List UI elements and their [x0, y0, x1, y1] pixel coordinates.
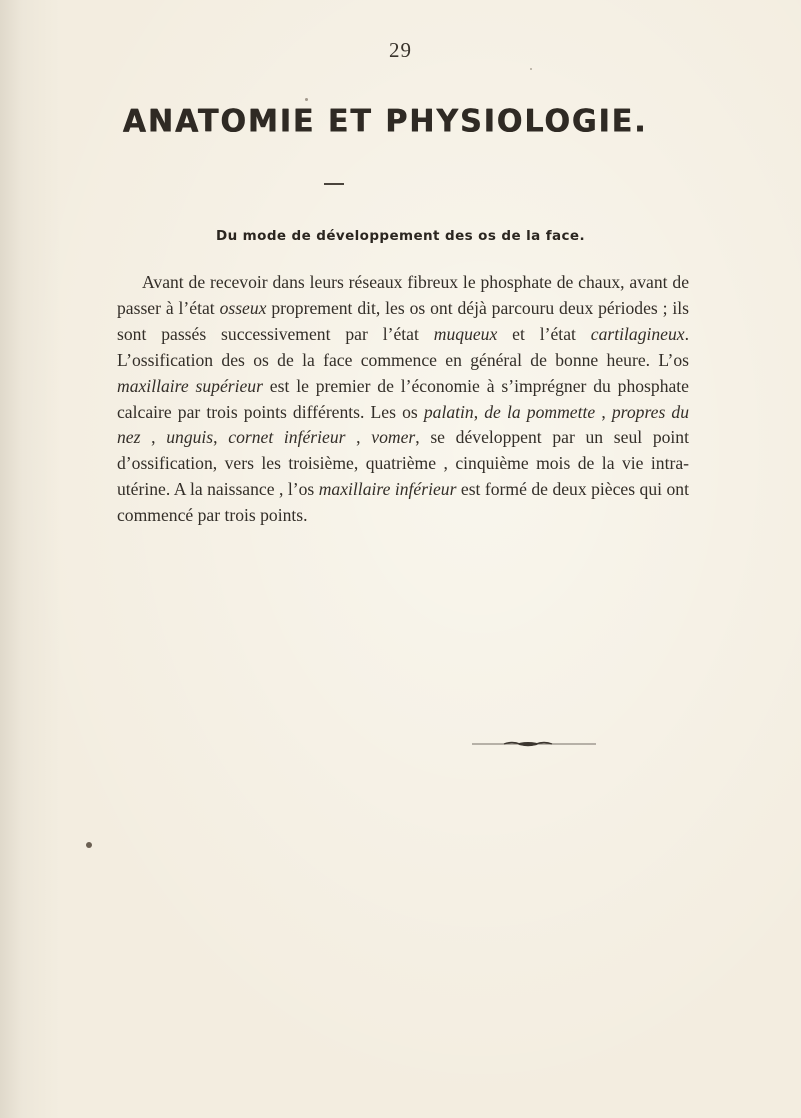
- ink-speck: [305, 98, 308, 101]
- italic-term: osseux: [219, 297, 267, 318]
- text-run: est le premier de l’économie à s’imprégner du phosphate calcaire par trois points différents. Les os: [117, 375, 689, 422]
- text-run: ,: [345, 427, 372, 448]
- italic-term: de la pommette: [484, 401, 596, 422]
- italic-term: unguis: [166, 427, 214, 448]
- text-run: ,: [213, 427, 229, 448]
- italic-term: vomer: [371, 427, 416, 448]
- text-run: est formé de deux pièces qui ont commencé par trois points.: [117, 479, 689, 526]
- ink-speck: [530, 68, 532, 70]
- italic-term: cartilagineux: [590, 323, 685, 344]
- title-rule: [324, 183, 344, 185]
- body-text: [117, 270, 689, 529]
- italic-term: propres du nez: [117, 401, 690, 448]
- italic-term: palatin: [423, 401, 474, 422]
- text-run: . L’ossification des os de la face commence en général de bonne heure. L’os: [117, 323, 689, 370]
- text-run: et l’état: [497, 323, 591, 344]
- subtitle: Du mode de développement des os de la face.: [215, 228, 586, 244]
- italic-term: muqueux: [433, 323, 498, 344]
- ink-speck: [86, 842, 92, 848]
- text-run: Avant de recevoir dans leurs réseaux fibreux le phosphate de chaux, avant de passer à l’état: [117, 272, 689, 318]
- italic-term: maxillaire inférieur: [318, 479, 457, 500]
- tailpiece-ornament: [472, 740, 596, 748]
- italic-term: cornet inférieur: [228, 427, 346, 448]
- section-title: ANATOMIE ET PHYSIOLOGIE.: [122, 103, 648, 140]
- page-number: 29: [389, 38, 412, 62]
- paragraph: [117, 270, 689, 529]
- italic-term: maxillaire supérieur: [117, 375, 263, 396]
- text-run: , se développent par un seul point d’ossification, vers les troisième, quatrième , cinquième mois de la vie intra-utérine. A la naissance , l’os: [117, 427, 689, 500]
- text-run: ,: [473, 401, 485, 422]
- text-run: proprement dit, les os ont déjà parcouru deux périodes ; ils sont passés successivement par l’état: [117, 297, 689, 344]
- text-run: ,: [140, 427, 167, 448]
- text-run: ,: [595, 401, 612, 422]
